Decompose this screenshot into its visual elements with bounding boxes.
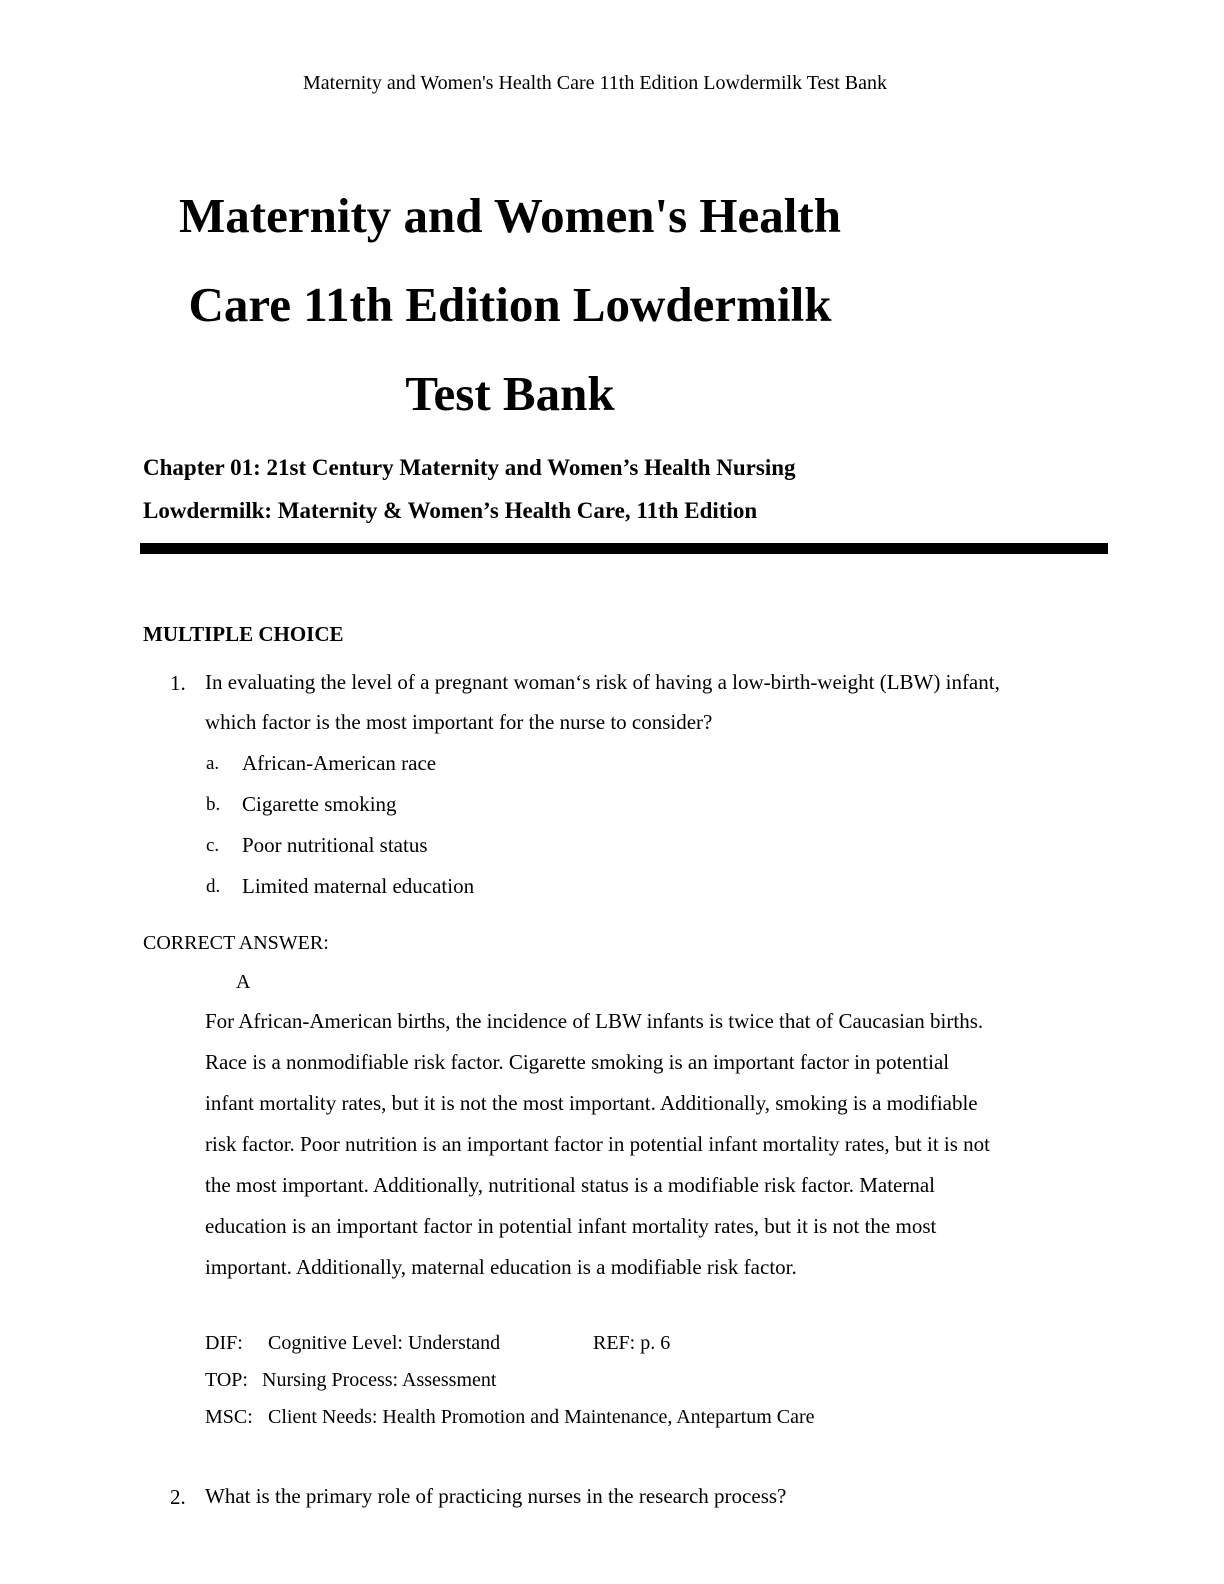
option-letter: c. — [206, 835, 220, 856]
top-value: Nursing Process: Assessment — [262, 1369, 497, 1391]
option-text: Limited maternal education — [242, 874, 475, 898]
option-letter: b. — [206, 794, 221, 815]
rationale-line: For African-American births, the incidence of LBW infants is twice that of Caucasian births. — [205, 1009, 984, 1033]
document-title-line-3: Test Bank — [405, 366, 615, 421]
question-text-line: What is the primary role of practicing nurses in the research process? — [205, 1484, 787, 1508]
rationale-line: Race is a nonmodifiable risk factor. Cigarette smoking is an important factor in potential — [205, 1050, 950, 1074]
running-header: Maternity and Women's Health Care 11th Edition Lowdermilk Test Bank — [302, 72, 887, 94]
question-text-line: which factor is the most important for the nurse to consider? — [205, 710, 713, 734]
msc-label: MSC: — [205, 1406, 253, 1428]
option-text: Cigarette smoking — [242, 792, 397, 816]
document-title-line-1: Maternity and Women's Health — [179, 188, 841, 243]
top-label: TOP: — [205, 1369, 248, 1391]
question-number: 2. — [170, 1485, 186, 1509]
question-number: 1. — [170, 671, 186, 695]
rationale-line: infant mortality rates, but it is not the most important. Additionally, smoking is a modifiable — [205, 1091, 978, 1115]
correct-answer-label: CORRECT ANSWER: — [143, 932, 329, 954]
rationale-line: risk factor. Poor nutrition is an important factor in potential infant mortality rates, but it is not — [205, 1132, 991, 1156]
rationale-line: important. Additionally, maternal education is a modifiable risk factor. — [205, 1255, 797, 1279]
rationale-line: the most important. Additionally, nutritional status is a modifiable risk factor. Maternal — [205, 1173, 936, 1197]
dif-value: Cognitive Level: Understand — [268, 1332, 501, 1354]
option-letter: d. — [206, 876, 221, 897]
horizontal-rule — [140, 543, 1108, 554]
question-text-line: In evaluating the level of a pregnant woman‘s risk of having a low-birth-weight (LBW) infant, — [205, 670, 1000, 694]
document-title-line-2: Care 11th Edition Lowdermilk — [188, 277, 832, 332]
msc-value: Client Needs: Health Promotion and Maintenance, Antepartum Care — [268, 1406, 815, 1428]
option-letter: a. — [206, 753, 220, 774]
rationale-line: education is an important factor in potential infant mortality rates, but it is not the most — [205, 1214, 937, 1238]
option-text: African-American race — [242, 751, 437, 775]
chapter-title: Chapter 01: 21st Century Maternity and Women’s Health Nursing — [143, 455, 796, 480]
option-text: Poor nutritional status — [242, 833, 428, 857]
book-citation: Lowdermilk: Maternity & Women’s Health Care, 11th Edition — [143, 498, 758, 523]
dif-label: DIF: — [205, 1332, 243, 1354]
section-heading: MULTIPLE CHOICE — [143, 622, 344, 646]
correct-answer-value: A — [236, 971, 251, 993]
reference: REF: p. 6 — [593, 1332, 671, 1354]
